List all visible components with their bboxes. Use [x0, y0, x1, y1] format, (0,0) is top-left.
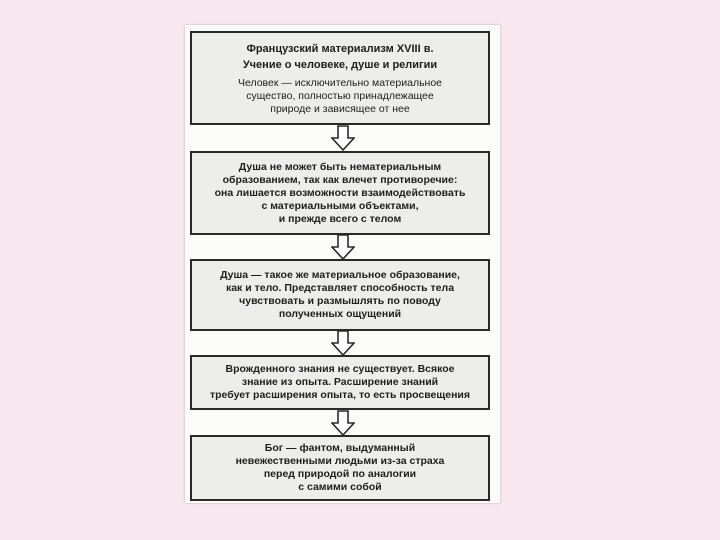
header-box — [190, 31, 490, 125]
flow-box-1-line-3: она лишается возможности взаимодействовать — [214, 186, 466, 199]
diagram-title-line-1: Французский материализм XVIII в. — [246, 42, 434, 55]
flow-box-4 — [190, 435, 490, 501]
flow-box-1-line-2: образованием, так как влечет противоречие: — [222, 173, 458, 186]
flow-box-2 — [190, 259, 490, 331]
flow-box-4-line-4: с самими собой — [298, 481, 382, 493]
down-arrow-icon — [331, 234, 355, 260]
header-text-line-2: существо, полностью принадлежащее — [246, 89, 434, 102]
flow-box-1 — [190, 151, 490, 235]
flow-box-2-line-1: Душа — такое же материальное образование, — [220, 269, 460, 281]
diagram-title-line-2: Учение о человеке, душе и религии — [242, 58, 438, 71]
flow-box-3-line-3: требует расширения опыта, то есть просвещения — [209, 389, 471, 401]
header-text-line-3: природе и зависящее от нее — [270, 102, 410, 115]
flow-box-4-line-2: невежественными людьми из-за страха — [235, 455, 445, 467]
flow-box-3-line-1: Врожденного знания не существует. Всякое — [225, 363, 455, 375]
flow-box-4-line-1: Бог — фантом, выдуманный — [264, 442, 416, 454]
down-arrow-icon — [331, 330, 355, 356]
flow-box-3 — [190, 355, 490, 410]
flow-box-1-line-5: и прежде всего с телом — [278, 212, 402, 225]
flow-box-2-line-3: чувствовать и размышлять по поводу — [239, 295, 441, 307]
diagram-scan — [185, 25, 500, 503]
flow-box-2-line-4: полученных ощущений — [278, 308, 402, 320]
down-arrow-icon — [331, 125, 355, 151]
flow-box-1-line-1: Душа не может быть нематериальным — [238, 160, 442, 173]
flow-box-4-line-3: перед природой по аналогии — [263, 468, 417, 480]
flow-box-3-line-2: знание из опыта. Расширение знаний — [241, 376, 439, 388]
flow-box-2-line-2: как и тело. Представляет способность тела — [225, 282, 455, 294]
header-text-line-1: Человек — исключительно материальное — [237, 76, 443, 89]
flow-box-1-line-4: с материальными объектами, — [261, 199, 419, 212]
down-arrow-icon — [331, 410, 355, 436]
